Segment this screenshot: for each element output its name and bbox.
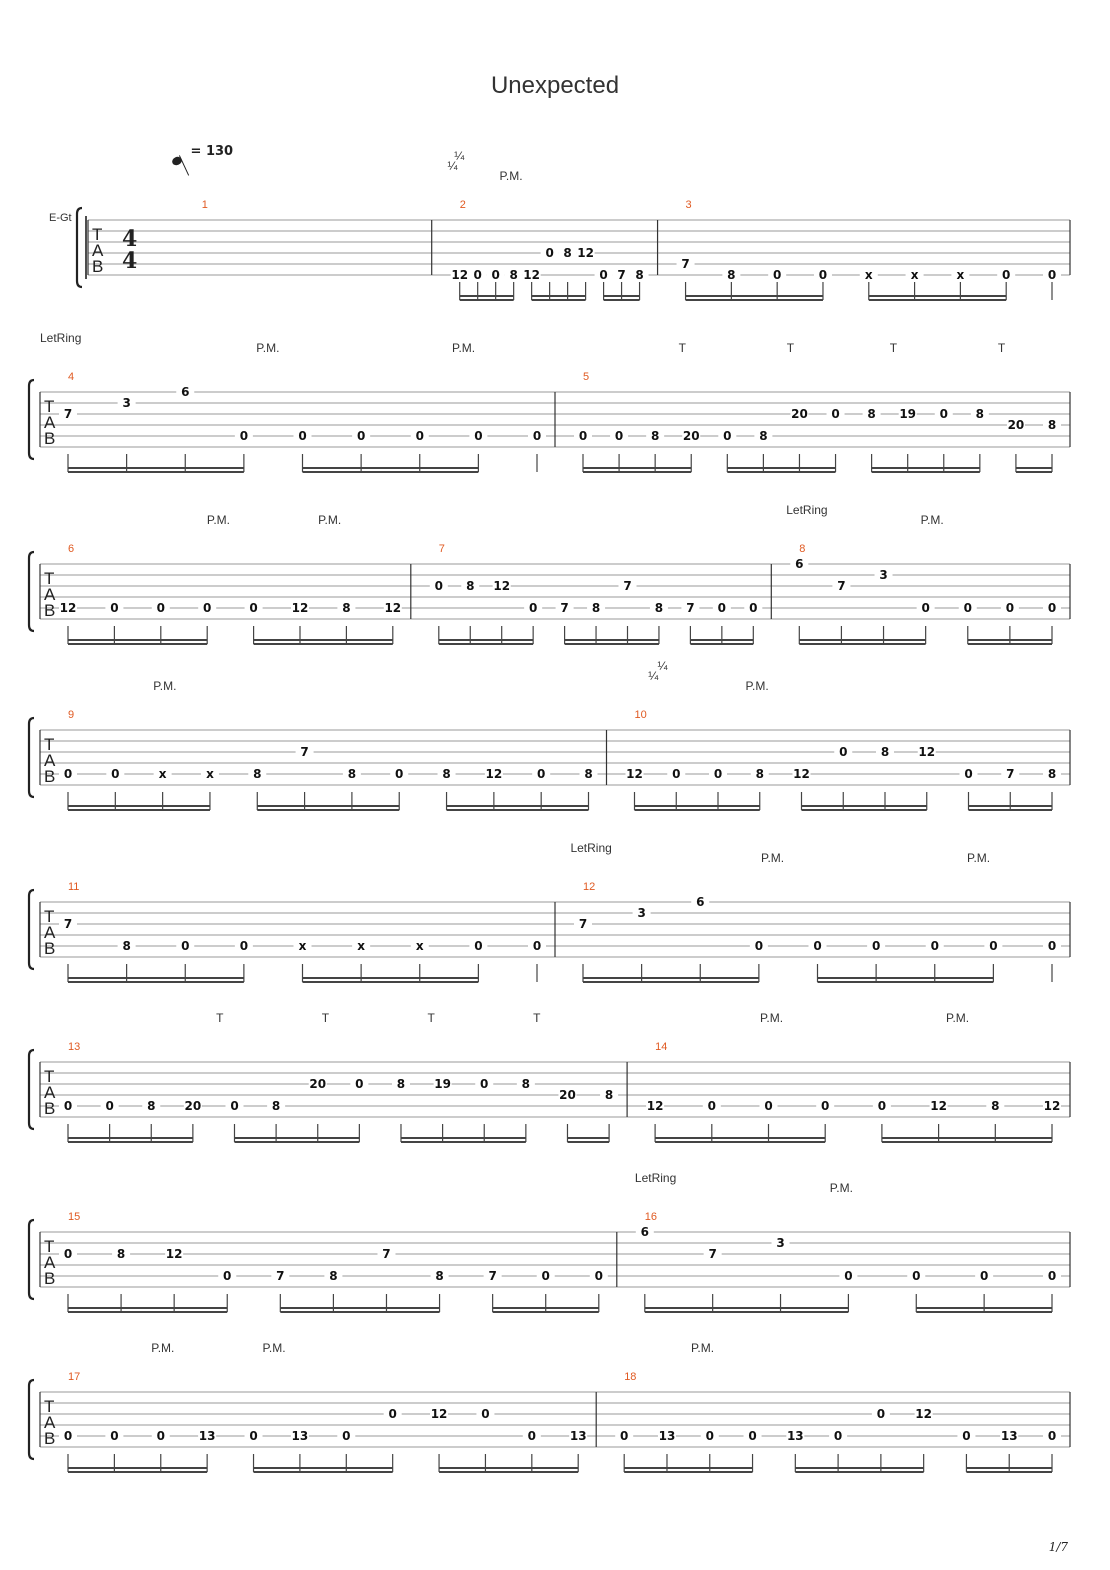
tab-clef-letter: T (44, 397, 55, 416)
fret-number: 7 (686, 601, 695, 615)
page-number: 1/7 (1048, 1540, 1068, 1554)
fret-number: 0 (813, 939, 822, 953)
fret-number: 8 (1047, 767, 1057, 781)
fret-number: 0 (705, 1429, 714, 1443)
technique-annotation: P.M. (262, 1341, 286, 1355)
fret-number: 20 (184, 1099, 202, 1113)
tab-clef-letter: B (92, 257, 104, 276)
technique-annotation: T (533, 1011, 541, 1025)
technique-annotation: P.M. (151, 1341, 175, 1355)
tab-clef-letter: T (44, 907, 55, 926)
fret-number: 0 (532, 939, 542, 953)
fret-number: 13 (1000, 1429, 1018, 1443)
fret-number: 0 (839, 745, 848, 759)
fret-number: 8 (880, 745, 890, 759)
measure-number: 7 (438, 543, 445, 555)
measure-number: 10 (634, 709, 647, 721)
fret-number: 0 (1002, 268, 1011, 282)
tab-clef-letter: A (44, 1083, 56, 1102)
technique-annotation: P.M. (920, 513, 944, 527)
system-bracket (29, 380, 34, 459)
measure-number: 14 (655, 1041, 668, 1053)
fret-number: 13 (291, 1429, 309, 1443)
fret-number: 0 (356, 429, 366, 443)
fret-number: 8 (1047, 418, 1057, 432)
technique-annotation: LetRing (40, 331, 82, 345)
fret-number: 8 (253, 767, 262, 781)
fret-number: 7 (560, 601, 569, 615)
fret-number: 12 (626, 767, 643, 781)
fret-number: 8 (342, 601, 351, 615)
fret-number: 0 (156, 1429, 165, 1443)
song-title: Unexpected (490, 72, 620, 99)
fret-number: 7 (623, 579, 632, 593)
fret-number: 13 (198, 1429, 216, 1443)
fret-number: x (956, 268, 965, 282)
fret-number: 0 (871, 939, 881, 953)
technique-annotation: P.M. (829, 1181, 853, 1195)
technique-annotation: ¼ (447, 159, 458, 173)
fret-number: 0 (111, 767, 120, 781)
fret-number: 0 (105, 1099, 114, 1113)
technique-annotation: P.M. (690, 1341, 715, 1355)
tab-clef-letter: A (44, 1253, 56, 1272)
fret-number: 8 (521, 1077, 531, 1091)
fret-number: 0 (355, 1077, 364, 1091)
technique-annotation: ¼ (657, 659, 668, 673)
measure-number: 2 (459, 199, 466, 211)
fret-number: 8 (591, 601, 601, 615)
technique-annotation: P.M. (206, 513, 230, 527)
measure-number: 13 (68, 1041, 81, 1053)
measure-number: 5 (583, 371, 590, 383)
technique-annotation: T (997, 341, 1006, 355)
fret-number: 12 (915, 1407, 933, 1421)
measure-number: 18 (624, 1371, 637, 1383)
fret-number: 7 (488, 1269, 497, 1283)
fret-number: 0 (63, 767, 73, 781)
fret-number: 8 (867, 407, 876, 421)
system-bracket (29, 1380, 34, 1459)
fret-number: 8 (466, 579, 475, 593)
fret-number: 0 (110, 1429, 119, 1443)
fret-number: 0 (110, 601, 119, 615)
fret-number: 12 (451, 268, 469, 282)
fret-number: 8 (116, 1247, 126, 1261)
fret-number: 7 (276, 1269, 285, 1283)
fret-number: 0 (395, 767, 404, 781)
fret-number: 3 (122, 396, 131, 410)
fret-number: 12 (384, 601, 402, 615)
fret-number: 0 (614, 429, 624, 443)
technique-annotation: LetRing (786, 503, 828, 517)
fret-number: 12 (493, 579, 511, 593)
fret-number: 0 (620, 1429, 629, 1443)
fret-number: 0 (230, 1099, 239, 1113)
fret-number: 0 (962, 1429, 971, 1443)
tab-clef-letter: T (44, 1067, 55, 1086)
technique-annotation: P.M. (967, 851, 991, 865)
system-bracket (29, 1220, 34, 1299)
fret-number: 12 (523, 268, 540, 282)
fret-number: 12 (165, 1247, 183, 1261)
fret-number: 0 (749, 601, 758, 615)
fret-number: 7 (578, 917, 588, 931)
fret-number: 0 (388, 1407, 397, 1421)
tab-clef-letter: B (44, 429, 56, 448)
tab-clef-letter: B (44, 939, 56, 958)
fret-number: 0 (223, 1269, 232, 1283)
fret-number: 0 (537, 767, 546, 781)
fret-number: 8 (563, 246, 572, 260)
fret-number: 12 (646, 1099, 664, 1113)
technique-annotation: P.M. (153, 679, 177, 693)
technique-annotation: LetRing (570, 841, 612, 855)
tab-clef-letter: B (44, 767, 56, 786)
fret-number: 0 (473, 268, 482, 282)
measure-number: 6 (68, 543, 75, 555)
measure-number: 1 (201, 199, 208, 211)
fret-number: 3 (879, 568, 888, 582)
fret-number: 0 (63, 1429, 73, 1443)
fret-number: 0 (963, 601, 972, 615)
measure-number: 17 (68, 1371, 81, 1383)
fret-number: 0 (748, 1429, 757, 1443)
measure-number: 9 (68, 709, 75, 721)
fret-number: 0 (474, 429, 483, 443)
fret-number: 8 (759, 429, 768, 443)
fret-number: 6 (181, 385, 190, 399)
fret-number: 12 (485, 767, 503, 781)
fret-number: x (158, 767, 167, 781)
fret-number: 0 (415, 429, 424, 443)
fret-number: 0 (717, 601, 727, 615)
fret-number: 0 (930, 939, 939, 953)
time-signature-digit: 4 (122, 248, 138, 274)
fret-number: 0 (713, 767, 723, 781)
fret-number: 3 (637, 906, 646, 920)
fret-number: 8 (347, 767, 357, 781)
fret-number: 0 (921, 601, 930, 615)
technique-annotation: LetRing (634, 1171, 677, 1185)
fret-number: x (415, 939, 424, 953)
fret-number: 8 (271, 1099, 281, 1113)
fret-number: x (206, 767, 214, 781)
system-bracket (29, 890, 34, 969)
fret-number: 0 (844, 1269, 853, 1283)
fret-number: 20 (309, 1077, 327, 1091)
fret-number: 12 (918, 745, 936, 759)
tab-clef-letter: T (44, 1237, 55, 1256)
fret-number: 0 (877, 1099, 887, 1113)
fret-number: 12 (430, 1407, 448, 1421)
fret-number: 12 (793, 767, 810, 781)
fret-number: 12 (291, 601, 309, 615)
technique-annotation: T (678, 341, 686, 355)
fret-number: 20 (791, 407, 808, 421)
fret-number: 0 (203, 601, 212, 615)
fret-number: 0 (1047, 601, 1057, 615)
technique-annotation: ¼ (648, 669, 659, 683)
fret-number: 0 (63, 1247, 73, 1261)
fret-number: 0 (249, 601, 258, 615)
technique-annotation: T (427, 1011, 435, 1025)
instrument-label: E-Gt (49, 212, 72, 224)
fret-number: 8 (650, 429, 660, 443)
system-bracket (29, 1050, 34, 1129)
fret-number: 0 (1005, 601, 1015, 615)
fret-number: 19 (899, 407, 917, 421)
fret-number: 0 (578, 429, 588, 443)
fret-number: 0 (939, 407, 948, 421)
fret-number: 3 (776, 1236, 785, 1250)
fret-number: 7 (837, 579, 846, 593)
fret-number: 7 (63, 917, 73, 931)
tab-clef-letter: B (44, 1429, 56, 1448)
fret-number: 0 (342, 1429, 351, 1443)
technique-annotation: T (216, 1011, 224, 1025)
fret-number: 0 (1047, 939, 1057, 953)
fret-number: 0 (527, 1429, 536, 1443)
fret-number: 0 (239, 939, 249, 953)
fret-number: 0 (181, 939, 190, 953)
fret-number: 8 (509, 268, 518, 282)
tab-clef-letter: T (92, 225, 103, 244)
fret-number: 7 (300, 745, 309, 759)
fret-number: 7 (681, 257, 690, 271)
fret-number: 7 (63, 407, 73, 421)
fret-number: 13 (786, 1429, 804, 1443)
tab-clef-letter: A (44, 751, 56, 770)
fret-number: 8 (435, 1269, 444, 1283)
measure-number: 11 (68, 881, 80, 893)
fret-number: 0 (63, 1099, 73, 1113)
tab-clef-letter: A (92, 241, 104, 260)
fret-number: 0 (989, 939, 998, 953)
fret-number: 13 (569, 1429, 587, 1443)
fret-number: 0 (1047, 268, 1057, 282)
measure-number: 16 (644, 1211, 658, 1223)
fret-number: 0 (239, 429, 249, 443)
fret-number: 20 (682, 429, 700, 443)
fret-number: 0 (818, 268, 828, 282)
technique-annotation: ¼ (454, 149, 465, 163)
technique-annotation: P.M. (499, 169, 523, 183)
fret-number: 7 (708, 1247, 717, 1261)
tab-clef-letter: A (44, 1413, 56, 1432)
fret-number: 12 (59, 601, 77, 615)
time-signature-digit: 4 (122, 226, 138, 252)
fret-number: 0 (480, 1077, 489, 1091)
fret-number: 0 (831, 407, 840, 421)
technique-annotation: P.M. (452, 341, 476, 355)
fret-number: 6 (640, 1225, 649, 1239)
fret-number: 0 (434, 579, 443, 593)
fret-number: 0 (964, 767, 973, 781)
fret-number: 0 (672, 767, 681, 781)
fret-number: 0 (599, 268, 608, 282)
fret-number: x (864, 268, 873, 282)
technique-annotation: T (889, 341, 898, 355)
fret-number: x (298, 939, 307, 953)
fret-number: 19 (434, 1077, 451, 1091)
fret-number: 0 (528, 601, 538, 615)
tab-clef-letter: B (44, 1269, 56, 1288)
fret-number: 0 (912, 1269, 921, 1283)
fret-number: 13 (658, 1429, 676, 1443)
fret-number: 8 (755, 767, 764, 781)
fret-number: 0 (532, 429, 542, 443)
fret-number: 0 (156, 601, 165, 615)
measure-number: 4 (68, 371, 75, 383)
technique-annotation: T (321, 1011, 330, 1025)
fret-number: 0 (298, 429, 307, 443)
fret-number: 0 (876, 1407, 886, 1421)
fret-number: 0 (833, 1429, 843, 1443)
measure-number: 15 (68, 1211, 81, 1223)
fret-number: 12 (930, 1099, 947, 1113)
tab-clef-letter: A (44, 413, 56, 432)
fret-number: 0 (594, 1269, 603, 1283)
fret-number: 6 (795, 557, 804, 571)
fret-number: 8 (654, 601, 664, 615)
tab-clef-letter: T (44, 1397, 55, 1416)
fret-number: 8 (396, 1077, 406, 1091)
system-bracket (29, 718, 34, 797)
fret-number: 8 (635, 268, 644, 282)
tab-clef-letter: A (44, 923, 56, 942)
technique-annotation: P.M. (745, 679, 769, 693)
fret-number: 0 (754, 939, 764, 953)
measure-number: 8 (799, 543, 806, 555)
tempo-value: = 130 (190, 144, 234, 159)
fret-number: 0 (979, 1269, 989, 1283)
tab-clef-letter: T (44, 569, 55, 588)
fret-number: 8 (975, 407, 985, 421)
fret-number: 6 (696, 895, 705, 909)
fret-number: 12 (577, 246, 594, 260)
measure-number: 3 (685, 199, 692, 211)
fret-number: x (910, 268, 919, 282)
tab-clef-letter: B (44, 1099, 56, 1118)
fret-number: 8 (442, 767, 451, 781)
technique-annotation: P.M. (759, 1011, 784, 1025)
technique-annotation: T (786, 341, 795, 355)
fret-number: 0 (821, 1099, 830, 1113)
fret-number: 8 (727, 268, 736, 282)
fret-number: 0 (481, 1407, 490, 1421)
system-bracket (29, 552, 34, 631)
fret-number: 0 (707, 1099, 716, 1113)
fret-number: 7 (617, 268, 626, 282)
fret-number: 8 (329, 1269, 338, 1283)
tab-clef-letter: T (44, 735, 55, 754)
fret-number: 8 (147, 1099, 156, 1113)
fret-number: 0 (723, 429, 732, 443)
fret-number: 7 (1006, 767, 1015, 781)
fret-number: 0 (474, 939, 483, 953)
fret-number: 8 (584, 767, 593, 781)
technique-annotation: P.M. (945, 1011, 970, 1025)
technique-annotation: P.M. (256, 341, 280, 355)
fret-number: 8 (604, 1088, 614, 1102)
fret-number: 20 (559, 1088, 576, 1102)
fret-number: 0 (1047, 1269, 1057, 1283)
fret-number: 8 (991, 1099, 1000, 1113)
fret-number: 0 (249, 1429, 258, 1443)
measure-number: 12 (583, 881, 596, 893)
system-bracket (77, 208, 82, 287)
fret-number: 7 (382, 1247, 391, 1261)
fret-number: 12 (1043, 1099, 1061, 1113)
fret-number: 0 (764, 1099, 773, 1113)
fret-number: 0 (545, 246, 554, 260)
fret-number: 20 (1007, 418, 1025, 432)
fret-number: 0 (772, 268, 782, 282)
tab-clef-letter: A (44, 585, 56, 604)
fret-number: 8 (122, 939, 131, 953)
tab-clef-letter: B (44, 601, 56, 620)
fret-number: 0 (491, 268, 500, 282)
technique-annotation: P.M. (318, 513, 342, 527)
fret-number: 0 (1047, 1429, 1057, 1443)
fret-number: x (357, 939, 365, 953)
technique-annotation: P.M. (761, 851, 785, 865)
fret-number: 0 (541, 1269, 550, 1283)
